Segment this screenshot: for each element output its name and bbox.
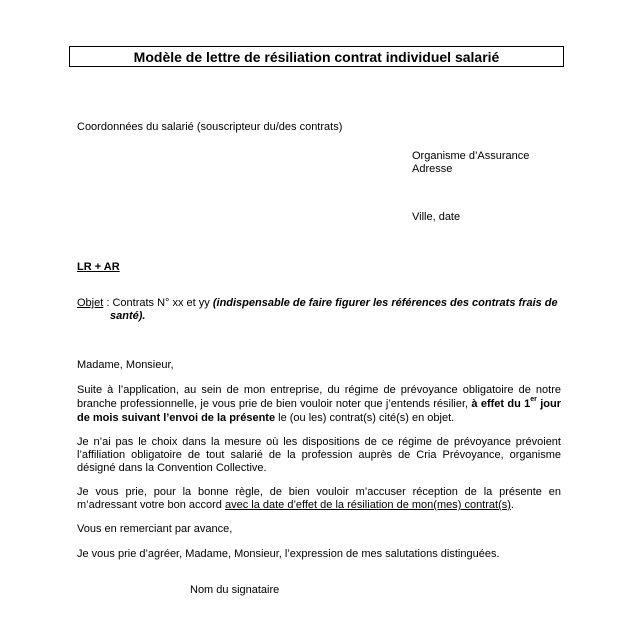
paragraph-3-text-a: Je vous prie, pour la bonne règle, de bien vouloir m’accuser réception de la présente en m’adressant votre bon accord (77, 486, 561, 511)
place-date: Ville, date (412, 211, 461, 223)
mailing-mode: LR + AR (77, 261, 120, 273)
signature: Nom du signataire (190, 584, 280, 596)
closing-line: Je vous prie d’agréer, Madame, Monsieur, l’expression de mes salutations distinguées. (77, 548, 500, 560)
paragraph-2: Je n’ai pas le choix dans la mesure où les dispositions de ce régime de prévoyance prévoient l’affiliation obligatoire de tout salarié de la profession auprès de Cria Prévoyance, organisme désigné dans la Convention Collective. (77, 436, 561, 474)
greeting: Madame, Monsieur, (77, 359, 174, 371)
recipient-org: Organisme d’Assurance (412, 150, 530, 162)
subject-text: Contrats N° xx et yy (112, 297, 213, 309)
subject-note: (indispensable de faire figurer les références des contrats frais de santé). (110, 297, 558, 322)
subject-line (77, 297, 578, 323)
subject-label: Objet (77, 297, 104, 309)
sender-block: Coordonnées du salarié (souscripteur du/des contrats) (77, 121, 343, 133)
page-title-text: Modèle de lettre de résiliation contrat individuel salarié (133, 48, 500, 65)
subject-separator: : (103, 297, 113, 309)
paragraph-3-text-b: . (510, 499, 514, 511)
paragraph-1 (77, 383, 561, 425)
thanks-line: Vous en remerciant par avance, (77, 523, 233, 535)
paragraph-1-superscript: er (530, 396, 537, 404)
recipient-address: Adresse (412, 163, 453, 175)
paragraph-3 (77, 486, 561, 512)
paragraph-1-bold-b: jour de mois suivant l’envoi de la présente (77, 398, 561, 424)
paragraph-1-text-b: le (ou les) contrat(s) cité(s) en objet. (275, 412, 455, 424)
paragraph-3-underlined: avec la date d’effet de la résiliation de mon(mes) contrat(s) (224, 499, 511, 511)
paragraph-1-text-a: Suite à l’application, au sein de mon entreprise, du régime de prévoyance obligatoire de notre branche professionnelle, je vous prie de bien vouloir noter que j’entends résilier, (77, 384, 561, 410)
paragraph-1-bold-a: à effet du 1 (471, 398, 531, 410)
page-title (69, 46, 564, 67)
